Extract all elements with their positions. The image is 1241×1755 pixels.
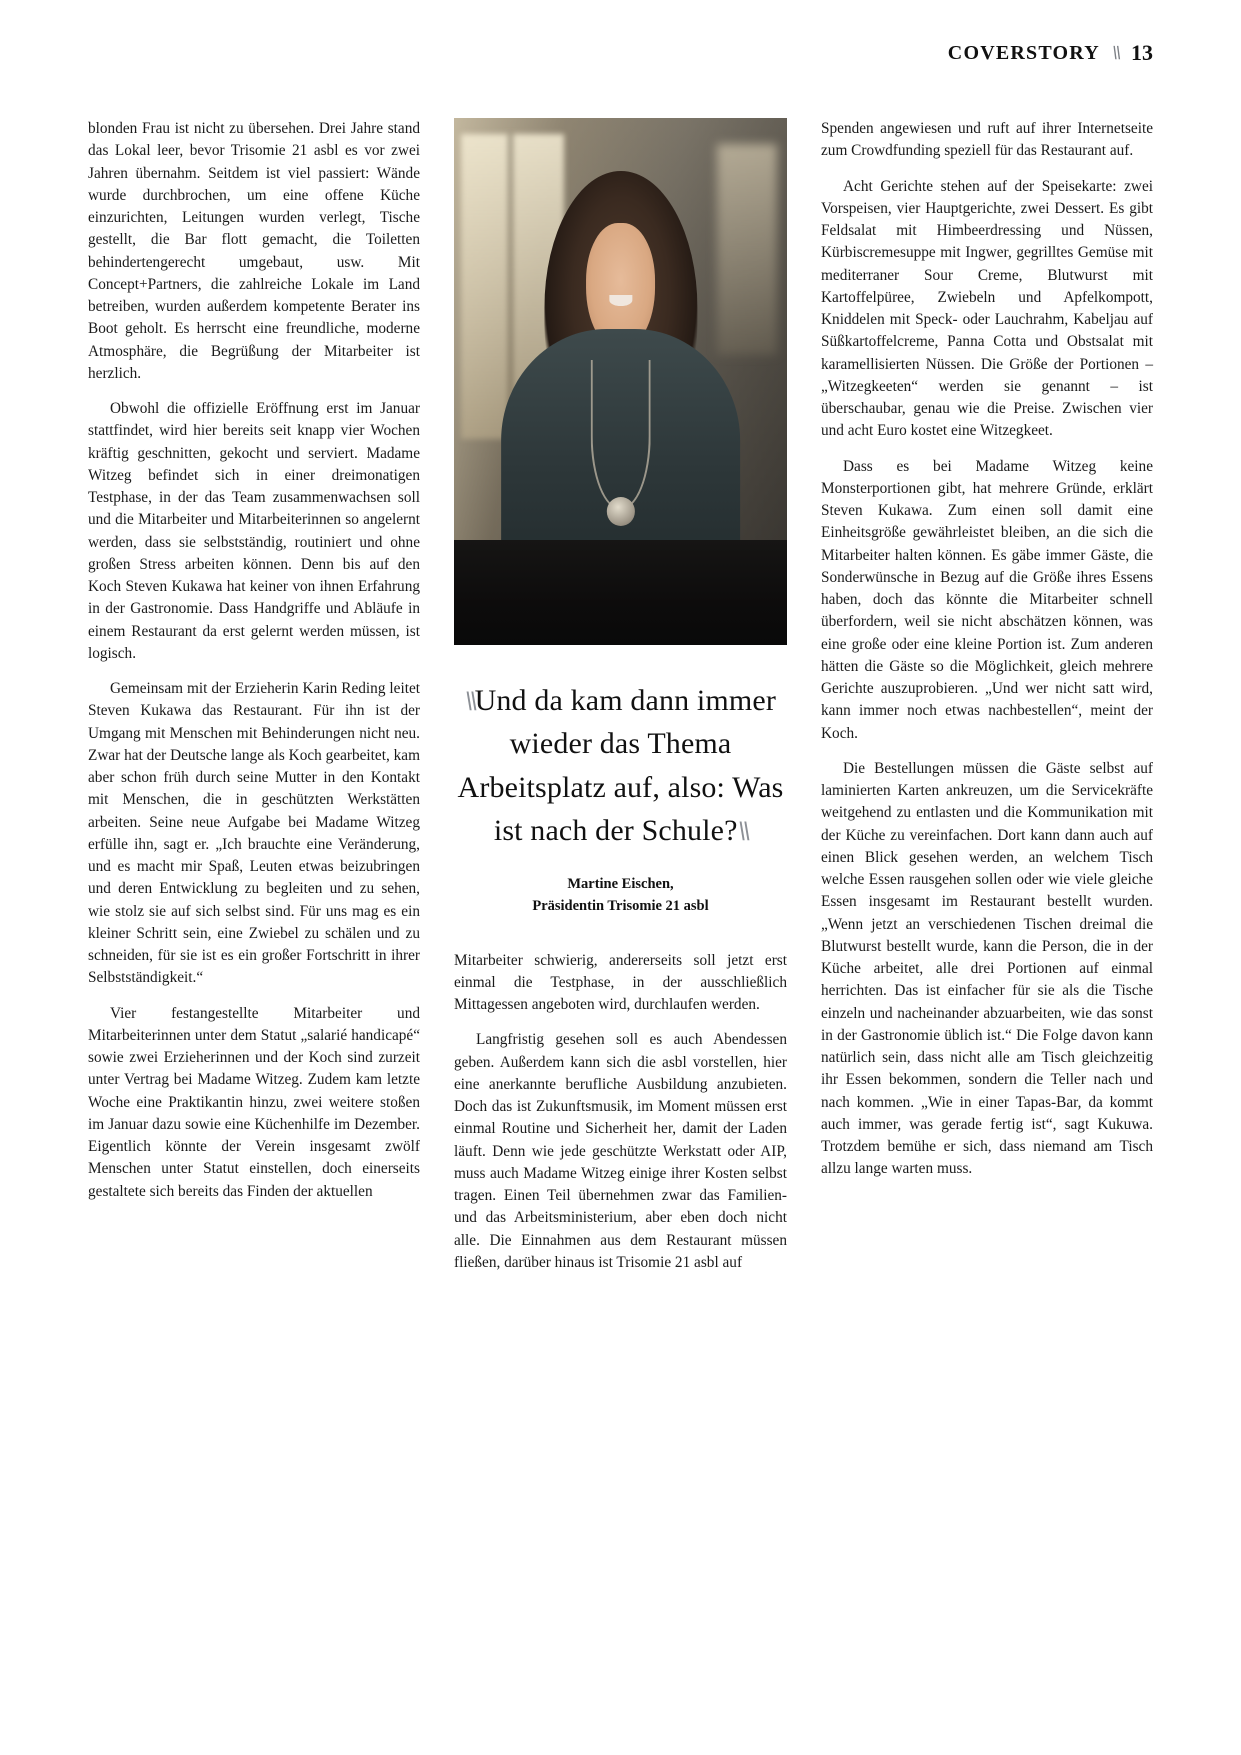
- column-left: [88, 118, 420, 1695]
- quote-open-icon: \\: [462, 686, 478, 717]
- page-header: [948, 40, 1153, 66]
- paragraph: Dass es bei Madame Witzeg keine Monsterportionen gibt, hat mehrere Gründe, erklärt Steven Kukawa. Zum einen soll damit eine Einheitsgröße gewährleistet bleiben, an die sich die Mitarbeiter halten können. Es gäbe immer Gäste, die Sonderwünsche in Bezug auf die Größe ihres Essens haben, doch das könnte die Mitarbeiter schnell überfordern, weil sie nicht abschätzen können, was eine große oder eine kleine Portion ist. Zum anderen hätten die Gäste so die Möglichkeit, gleich mehrere Gerichte auszuprobieren. „Und wer nicht satt wird, kann immer noch etwas nachbestellen“, meint der Koch.: [821, 457, 1153, 742]
- slash-separator-icon: \\: [1109, 41, 1122, 64]
- attribution-name: Martine Eischen,: [567, 876, 674, 892]
- section-title: COVERSTORY: [947, 41, 1100, 64]
- paragraph: Spenden angewiesen und ruft auf ihrer Internetseite zum Crowdfunding speziell für das Restaurant auf.: [821, 120, 1153, 160]
- article-columns: [88, 118, 1153, 1695]
- photo-window-secondary: [717, 144, 777, 355]
- page-number: 13: [1131, 40, 1153, 65]
- photo-subject-smile: [609, 295, 632, 307]
- attribution-role: Präsidentin Trisomie 21 asbl: [532, 897, 709, 914]
- column-middle-text: [454, 950, 787, 1275]
- pull-quote: [454, 679, 787, 852]
- paragraph: Langfristig gesehen soll es auch Abendessen geben. Außerdem kann sich die asbl vorstellen, hier eine anerkannte berufliche Ausbildung anzubieten. Doch das ist Zukunftsmusik, im Moment müssen erst einmal Routine und Sicherheit her, damit der Laden läuft. Denn wie jede geschützte Werkstatt oder AIP, muss auch Madame Witzeg einige ihrer Kosten selbst tragen. Einen Teil übernehmen zwar das Familien- und das Arbeitsministerium, aber eben doch nicht alle. Die Einnahmen aus dem Restaurant müssen fließen, darüber hinaus ist Trisomie 21 asbl auf: [454, 1031, 787, 1271]
- quote-close-icon: \\: [734, 815, 751, 847]
- column-right: [821, 118, 1153, 1695]
- paragraph: Acht Gerichte stehen auf der Speisekarte: zwei Vorspeisen, vier Hauptgerichte, zwei Dessert. Es gibt Feldsalat mit Himbeerdressing und Nüssen, Kürbiscremesuppe mit Ingwer, gegrilltes Gemüse mit mediterraner Sour Creme, Blutwurst mit Kartoffelpüree, Zwiebeln und Apfelkompott, Kniddelen mit Speck- oder Lauchrahm, Kabeljau auf Süßkartoffelcreme, Panna Cotta und Obstsalat mit karamellisierten Nüssen. Die Größe der Portionen – „Witzegkeeten“ werden sie genannt – ist überschaubar, genau wie die Preise. Zwischen vier und acht Euro kostet eine Witzegkeet.: [821, 177, 1153, 440]
- article-photo: [454, 118, 787, 645]
- column-middle: [454, 118, 787, 1695]
- paragraph: Obwohl die offizielle Eröffnung erst im Januar stattfindet, wird hier bereits seit knapp vier Wochen kräftig geschnitten, gekocht und serviert. Madame Witzeg befindet sich in einer dreimonatigen Testphase, in der das Team zusammenwachsen soll und die Mitarbeiter und Mitarbeiterinnen so angelernt werden, dass sie selbstständig, routiniert und ohne großen Stress arbeiten können. Denn bis auf den Koch Steven Kukawa hat keiner von ihnen Erfahrung in der Gastronomie. Dass Handgriffe und Abläufe in einem Restaurant da erst gelernt werden müssen, ist logisch.: [88, 400, 420, 662]
- quote-attribution: [454, 874, 787, 918]
- photo-table: [454, 540, 787, 645]
- paragraph: Die Bestellungen müssen die Gäste selbst auf laminierten Karten ankreuzen, um die Servicekräfte weitgehend zu entlasten und die Kommunikation mit der Küche zu vereinfachen. Dort kann dann auch auf einen Blick gesehen werden, an welchem Tisch welche Essen rausgehen sollen oder wie viele gleiche Essen insgesamt im Restaurant bestellt wurden. „Wenn jetzt an verschiedenen Tischen dreimal die Blutwurst bestellt wurde, kann die Person, die in der Küche arbeitet, alle drei Portionen auf einmal herrichten. Das ist einfacher für sie als die Tische einzeln und nacheinander abzuarbeiten, wie das sonst in der Gastronomie üblich ist.“ Die Folge davon kann natürlich sein, dass nicht alle am Tisch gleichzeitig ihr Essen bekommen, sondern die Teller nach und nach kommen. „Wie in einer Tapas-Bar, da kommt auch immer, was gerade fertig ist“, sagt Kukuwa. Trotzdem bemühe er sich, dass niemand am Tisch allzu lange warten muss.: [821, 759, 1153, 1178]
- pull-quote-text: Und da kam dann immer wieder das Thema Arbeitsplatz auf, also: Was ist nach der Schule?: [457, 684, 784, 847]
- paragraph: blonden Frau ist nicht zu übersehen. Drei Jahre stand das Lokal leer, bevor Trisomie 21 asbl es vor zwei Jahren übernahm. Seitdem ist viel passiert: Wände wurde durchbrochen, um eine offene Küche einzurichten, Leitungen wurden verlegt, Tische gestellt, die Bar flott gemacht, die Toiletten behindertengerecht umgebaut, usw. Mit Concept+Partners, die zahlreiche Lokale im Land betreiben, wurden außerdem kompetente Berater ins Boot geholt. Es herrscht eine freundliche, moderne Atmosphäre, die Begrüßung der Mitarbeiter ist herzlich.: [88, 120, 420, 382]
- paragraph: Gemeinsam mit der Erzieherin Karin Reding leitet Steven Kukawa das Restaurant. Für ihn ist der Umgang mit Menschen mit Behinderungen nicht neu. Zwar hat der Deutsche lange als Koch gearbeitet, kam aber schon früh durch seine Mutter in den Kontakt mit Menschen, die in geschützten Werkstätten arbeiten. Seine neue Aufgabe bei Madame Witzeg erfülle ihn, sagt er. „Ich brauchte eine Veränderung, und es macht mir Spaß, Leuten etwas beizubringen und deren Entwicklung zu begleiten und zu sehen, wie stolz sie auf sich selbst sind. Für uns mag es ein kleiner Schritt sein, eine Zwiebel zu schälen und zu schneiden, für sie ist es ein großer Fortschritt in ihrer Selbstständigkeit.“: [88, 680, 420, 987]
- photo-subject-necklace: [590, 360, 651, 510]
- paragraph: Vier festangestellte Mitarbeiter und Mitarbeiterinnen unter dem Statut „salarié handicapé“ sowie zwei Erzieherinnen und der Koch sind zurzeit unter Vertrag bei Madame Witzeg. Zudem kam letzte Woche eine Praktikantin hinzu, zwei weitere stoßen im Januar dazu sowie eine Küchenhilfe im Dezember. Eigentlich könnte der Verein insgesamt zwölf Menschen unter Statut einstellen, doch einerseits gestaltete sich bereits das Finden der aktuellen: [88, 1004, 420, 1200]
- paragraph: Mitarbeiter schwierig, andererseits soll jetzt erst einmal die Testphase, in der ausschließlich Mittagessen angeboten wird, durchlaufen werden.: [454, 951, 787, 1013]
